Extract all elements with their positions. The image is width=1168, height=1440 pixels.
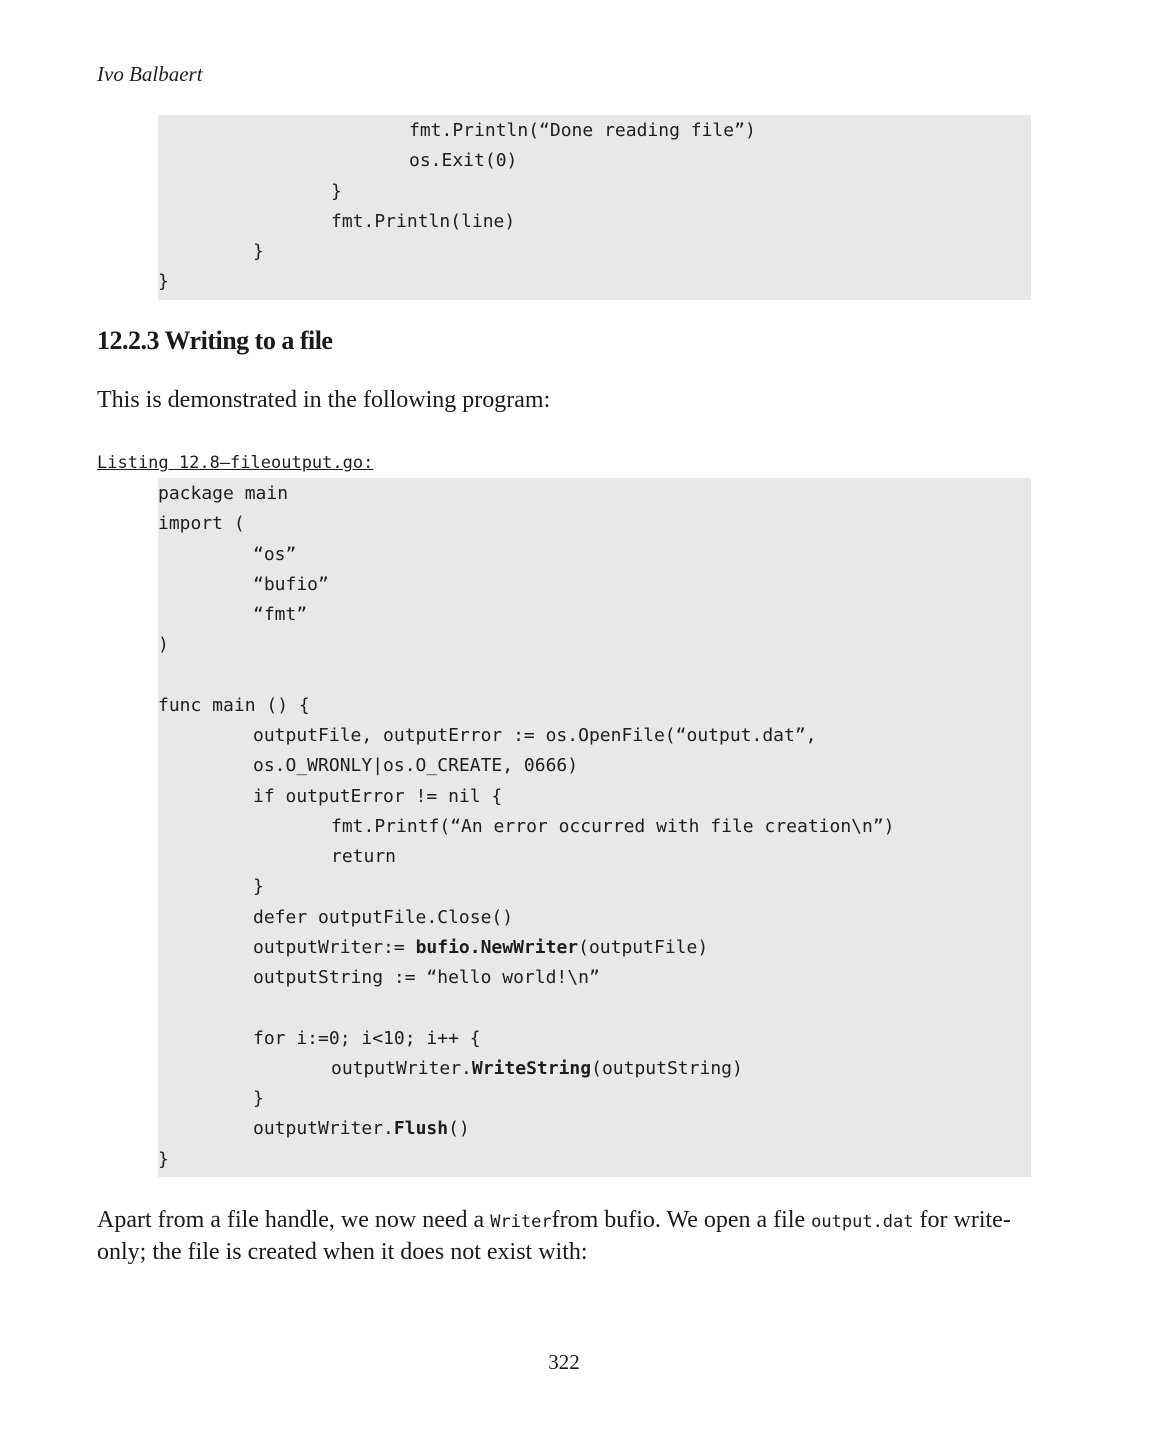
closing-text-3: for write-only; the file is created when it does not exist with: [97, 1207, 1011, 1265]
code-text: “bufio” [253, 573, 329, 595]
code-text: (outputFile) [578, 936, 709, 958]
code-text: defer outputFile.Close() [253, 906, 514, 928]
code-line: } [331, 180, 342, 202]
code-line: os.Exit(0) [409, 150, 518, 172]
code-line [158, 1145, 1031, 1175]
code-line [158, 721, 1031, 751]
code-line: fmt.Println(line) [331, 210, 516, 232]
code-block-listing [158, 478, 1031, 1177]
code-line [158, 630, 1031, 660]
section-heading: 12.2.3 Writing to a file [97, 326, 333, 355]
code-line [158, 842, 1031, 872]
code-line [158, 691, 1031, 721]
code-line [158, 570, 1031, 600]
code-line [158, 872, 1031, 902]
code-line [158, 600, 1031, 630]
code-line [158, 540, 1031, 570]
code-line [158, 903, 1031, 933]
code-line [158, 1114, 1031, 1144]
intro-paragraph: This is demonstrated in the following program: [97, 387, 551, 413]
code-text: if outputError != nil { [253, 785, 503, 807]
code-line [158, 812, 1031, 842]
code-text: outputWriter. [331, 1057, 472, 1079]
inline-code-output-dat: output.dat [811, 1212, 914, 1232]
code-text: outputFile, outputError := os.OpenFile(“output.dat”, [253, 725, 817, 746]
code-line: } [253, 241, 264, 262]
code-line [158, 1054, 1031, 1084]
code-text: “fmt” [253, 604, 308, 625]
page-number: 322 [548, 1350, 580, 1374]
code-line [158, 963, 1031, 993]
code-line [158, 479, 1031, 509]
code-line [158, 1024, 1031, 1054]
code-text: } [253, 1088, 264, 1109]
code-bold-token: Flush [393, 1118, 449, 1140]
code-bold-token: bufio.NewWriter [415, 936, 579, 958]
code-text: } [253, 876, 264, 898]
code-line [158, 661, 1031, 691]
code-text: return [331, 846, 397, 867]
inline-code-writer: Writer [490, 1212, 552, 1232]
code-text: “os” [253, 543, 297, 565]
code-block-continued [158, 115, 1031, 300]
code-text: (outputString) [591, 1057, 743, 1079]
listing-caption: Listing 12.8—fileoutput.go: [97, 453, 374, 473]
code-line [158, 782, 1031, 812]
code-line: fmt.Println(“Done reading file”) [409, 120, 756, 141]
code-line [158, 933, 1031, 963]
closing-text-2: from bufio. We open a file [551, 1207, 812, 1233]
code-text: outputWriter:= [253, 936, 416, 958]
code-line [158, 993, 1031, 1023]
code-text: for i:=0; i<10; i++ { [253, 1027, 481, 1049]
code-line: } [158, 271, 169, 293]
code-text: os.O_WRONLY|os.O_CREATE, 0666) [253, 755, 579, 777]
code-text: package main [158, 483, 289, 504]
code-text: } [158, 1148, 169, 1170]
code-bold-token: WriteString [471, 1057, 592, 1079]
code-text: import ( [158, 513, 245, 535]
code-line [158, 1084, 1031, 1114]
code-text: func main () { [158, 694, 310, 716]
code-line [158, 509, 1031, 539]
code-line [158, 751, 1031, 781]
code-text: fmt.Printf(“An error occurred with file creation\n”) [331, 815, 895, 837]
code-text: () [448, 1118, 470, 1140]
code-text: ) [158, 634, 169, 656]
code-text: outputWriter. [253, 1118, 394, 1140]
running-header-author: Ivo Balbaert [97, 62, 203, 86]
closing-text-1: Apart from a file handle, we now need a [97, 1207, 491, 1233]
closing-paragraph [97, 1205, 1037, 1267]
code-text: outputString := “hello world!\n” [253, 967, 600, 988]
